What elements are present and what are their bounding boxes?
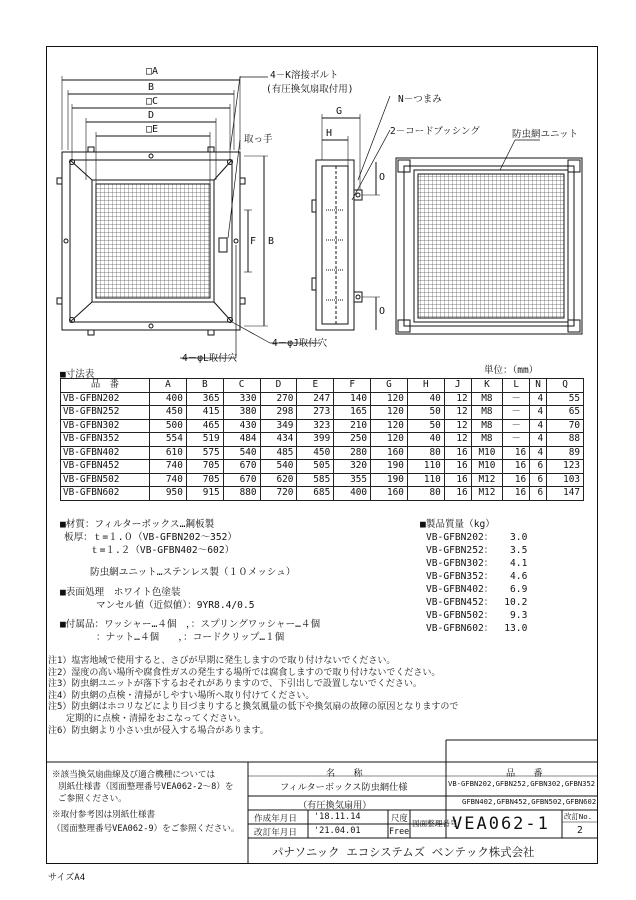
mass-model: VB-GFBN302： [426,558,494,569]
table-cell: － [503,419,530,433]
model-header: 品 番 [506,768,543,779]
table-cell: 685 [297,487,334,501]
table-cell: 485 [260,446,297,460]
table-cell: 16 [444,460,471,474]
table-cell: 430 [223,419,260,433]
table-cell: 505 [297,460,334,474]
dim-label-O-top: O [379,172,386,183]
table-cell: 400 [150,392,187,406]
mass-value: 3.0 [510,532,528,543]
mass-value: 6.9 [510,584,528,595]
table-cell: 190 [371,473,408,487]
table-cell: 12 [444,433,471,447]
table-cell: 16 [444,473,471,487]
note-line: 注1）塩害地域で使用すると、さびが早期に発生しますので取り付けないでください。 [48,656,396,666]
table-cell: 190 [371,460,408,474]
table-cell: 705 [186,460,223,474]
callout-handle: 取っ手 [244,134,273,145]
dim-label-H: H [326,128,333,139]
table-title: ■寸法表 [60,369,95,380]
mass-model: VB-GFBN502： [426,610,494,621]
callout-bushing: 2－コードブッシング [390,126,480,137]
table-cell: 250 [334,433,371,447]
table-cell-model: VB-GFBN452 [61,460,150,474]
table-cell: 280 [334,446,371,460]
table-cell: 16 [444,446,471,460]
table-cell: 110 [407,473,444,487]
mass-row [426,557,527,570]
table-cell: 120 [371,419,408,433]
table-header-cell: L [503,379,530,393]
table-header-cell: G [371,379,408,393]
ref-line-5: （図面整理番号VEA062-9）をご参照ください。 [52,824,240,834]
ref-line-2: 別紙仕様書（図面整理番号VEA062-2～8）を [58,782,234,792]
table-cell-model: VB-GFBN402 [61,446,150,460]
models-line-2: GFBN402,GFBN452,GFBN502,GFBN602 [462,797,597,806]
table-cell: 915 [186,487,223,501]
table-cell-model: VB-GFBN502 [61,473,150,487]
table-cell: 80 [407,487,444,501]
table-cell: 270 [260,392,297,406]
table-cell: 70 [547,419,584,433]
table-cell: 554 [150,433,187,447]
mass-title: ■製品質量（kg） [420,519,495,530]
revised-label: 改訂年月日 [254,828,297,838]
thickness-1: 板厚：ｔ=１.０（VB-GFBN202～352） [64,532,237,543]
table-cell-model: VB-GFBN602 [61,487,150,501]
table-cell: 6 [530,473,547,487]
table-cell: 500 [150,419,187,433]
table-header-cell: H [407,379,444,393]
table-cell: 89 [547,446,584,460]
table-cell: 6 [530,487,547,501]
mass-model: VB-GFBN252： [426,545,494,556]
table-cell: 670 [223,460,260,474]
note-line: 注6）防虫網より小さい虫が侵入する場合があります。 [48,725,269,736]
table-cell: 950 [150,487,187,501]
scale-label: 尺度 [391,813,408,823]
table-cell: 519 [186,433,223,447]
created-date: '18.11.14 [314,812,361,822]
name-line-1: フィルターボックス防虫網仕様 [280,782,408,793]
mass-value: 4.6 [510,571,528,582]
rev-number: 2 [577,825,583,836]
callout-k-bolt: 4－K溶接ボルト [270,70,339,81]
table-cell: 110 [407,460,444,474]
table-cell: 415 [186,406,223,420]
table-cell-model: VB-GFBN302 [61,419,150,433]
mass-row [426,596,527,609]
table-cell: 123 [547,460,584,474]
dim-label-F: F [250,236,257,247]
dim-label-D: D [148,110,155,121]
table-header-cell: A [150,379,187,393]
table-header-cell: N [530,379,547,393]
table-cell: 40 [407,433,444,447]
table-header-cell: K [471,379,503,393]
table-header-cell: J [444,379,471,393]
dim-label-B-vertical: B [268,236,275,247]
table-cell: M8 [471,419,503,433]
table-cell: 88 [547,433,584,447]
note-line: 注4）防虫網の点検・清掃がしやすい場所へ取り付けてください。 [48,690,315,701]
table-cell: 349 [260,419,297,433]
mass-model: VB-GFBN352： [426,571,494,582]
dim-label-C: □C [146,96,159,107]
dim-label-O-bottom: O [379,306,386,317]
table-cell: 450 [297,446,334,460]
table-cell: 320 [334,460,371,474]
table-cell: 380 [223,406,260,420]
callout-j-hole: 4－φJ取付穴 [272,338,328,349]
table-header-cell: Q [547,379,584,393]
callout-screen-unit: 防虫網ユニット [512,129,579,140]
table-row [61,460,584,474]
mass-value: 3.5 [510,545,528,556]
table-cell: 12 [444,419,471,433]
table-cell: 12 [444,406,471,420]
table-header-cell: C [223,379,260,393]
table-cell: 484 [223,433,260,447]
mass-model: VB-GFBN402： [426,584,494,595]
table-cell: 16 [503,487,530,501]
table-row [61,446,584,460]
table-cell: 4 [530,419,547,433]
table-cell: 740 [150,473,187,487]
table-row [61,392,584,406]
table-cell: 40 [407,392,444,406]
table-cell: M8 [471,433,503,447]
table-cell: M10 [471,446,503,460]
table-cell: 740 [150,460,187,474]
table-unit: 単位：（mm） [484,365,539,376]
name-line-2: （有圧換気扇用） [298,800,372,811]
table-cell: 120 [371,433,408,447]
callout-n-knob: N－つまみ [398,94,442,105]
table-cell: 55 [547,392,584,406]
table-cell: 247 [297,392,334,406]
screen-material: 防虫網ユニット…ステンレス製（１０メッシュ） [90,567,296,578]
table-cell: 160 [371,487,408,501]
table-cell: 80 [407,446,444,460]
table-cell: 147 [547,487,584,501]
company-name: パナソニック エコシステムズ ベンテック株式会社 [272,845,535,859]
table-cell: M12 [471,487,503,501]
mass-model: VB-GFBN452： [426,597,494,608]
front-mesh [96,184,210,298]
table-cell: 298 [260,406,297,420]
screen-unit-mesh [418,174,564,318]
table-cell: 434 [260,433,297,447]
table-cell: 273 [297,406,334,420]
table-cell: 16 [503,446,530,460]
table-cell: 12 [444,392,471,406]
dim-label-A: □A [146,66,159,77]
table-cell: 720 [260,487,297,501]
table-cell: 670 [223,473,260,487]
munsell-value: マンセル値（近似値）：9YR8.4/0.5 [96,600,255,611]
dimension-table [60,378,584,501]
mass-row [426,544,527,557]
table-cell: M8 [471,392,503,406]
table-row [61,473,584,487]
mass-row [426,570,527,583]
table-cell: 16 [503,460,530,474]
table-cell: 355 [334,473,371,487]
mass-value: 13.0 [504,623,528,634]
table-cell: 585 [297,473,334,487]
created-label: 作成年月日 [254,814,297,824]
mass-row [426,622,527,635]
table-cell: 610 [150,446,187,460]
table-cell: － [503,406,530,420]
table-row [61,406,584,420]
mass-value: 9.3 [510,610,528,621]
table-cell: M10 [471,460,503,474]
table-cell: 6 [530,460,547,474]
table-cell: 16 [444,487,471,501]
dim-label-E: □E [146,124,159,135]
drawing-number: VEA062-1 [452,814,550,834]
paper-size-label: サイズA4 [48,873,86,883]
scale-value: Free [389,826,410,836]
mass-model: VB-GFBN202： [426,532,494,543]
note-line: 注5）防虫網はホコリなどにより目づまりすると換気風量の低下や換気扇の故障の原因となりますので [48,702,459,713]
table-cell: 16 [503,473,530,487]
table-header-cell: B [186,379,223,393]
revised-date: '21.04.01 [314,826,361,836]
mass-row [426,609,527,622]
mass-row [426,531,527,544]
table-cell: 880 [223,487,260,501]
table-cell: 120 [371,406,408,420]
table-cell: 210 [334,419,371,433]
dim-label-G: G [336,106,343,117]
table-cell-model: VB-GFBN352 [61,433,150,447]
table-cell: 160 [371,446,408,460]
table-cell: 705 [186,473,223,487]
table-cell: 4 [530,433,547,447]
table-cell: 4 [530,406,547,420]
thickness-2: ｔ=１.２（VB-GFBN402～602） [90,545,235,556]
table-cell: 50 [407,419,444,433]
table-cell: 120 [371,392,408,406]
callout-l-hole: 4－φL取付穴 [182,353,238,364]
table-header-cell: D [260,379,297,393]
name-header: 名 称 [326,768,363,779]
note-line: 注2）湿度の高い場所や腐食性ガスの発生する場所では腐食しますので取り付けないでください。 [48,667,441,678]
callout-k-bolt-sub: (有圧換気扇取付用) [266,84,354,95]
mass-list [426,531,527,635]
table-cell: 399 [297,433,334,447]
table-cell: M12 [471,473,503,487]
table-header-model: 品 番 [61,379,150,393]
drawing-no-label: 図面整理番号 [412,819,458,828]
table-cell-model: VB-GFBN252 [61,406,150,420]
table-header-cell: F [334,379,371,393]
finish-title: ■表面処理 ホワイト色塗装 [60,587,181,598]
table-cell: 575 [186,446,223,460]
table-cell: 165 [334,406,371,420]
table-cell: 620 [260,473,297,487]
table-cell: 65 [547,406,584,420]
table-row [61,487,584,501]
table-cell: M8 [471,406,503,420]
ref-line-1: ※該当換気扇曲線及び適合機種については [52,770,216,780]
table-cell: 450 [150,406,187,420]
notes-list [48,656,458,737]
material-title: ■材質：フィルターボックス…鋼板製 [60,519,215,530]
models-line-1: VB-GFBN202,GFBN252,GFBN302,GFBN352 [448,779,596,788]
note-line: 定期的に点検・清掃をおこなってください。 [48,713,247,724]
mass-model: VB-GFBN602： [426,623,494,634]
table-cell: 4 [530,446,547,460]
ref-line-3: ご参照ください。 [58,794,127,804]
table-cell: 330 [223,392,260,406]
table-cell: 103 [547,473,584,487]
mass-value: 4.1 [510,558,528,569]
accessories-1: ■付属品：ワッシャー…４個 ，：スプリングワッシャー…４個 [60,619,321,630]
mass-value: 10.2 [504,597,528,608]
table-cell: 323 [297,419,334,433]
table-cell-model: VB-GFBN202 [61,392,150,406]
table-cell: 140 [334,392,371,406]
rev-label: 改訂No. [564,812,593,821]
table-cell: 365 [186,392,223,406]
table-cell: 540 [223,446,260,460]
ref-line-4: ※取付参考図は別紙仕様書 [52,810,156,820]
table-row [61,419,584,433]
table-header-row [61,379,584,393]
table-cell: 540 [260,460,297,474]
table-cell: 4 [530,392,547,406]
table-row [61,433,584,447]
table-cell: 400 [334,487,371,501]
table-cell: － [503,392,530,406]
note-line: 注3）防虫網ユニットが落下するおそれがありますので、下引出しで設置しないでください。 [48,679,422,690]
table-cell: 465 [186,419,223,433]
mass-row [426,583,527,596]
accessories-2: ：ナット…４個 ，：コードクリップ…１個 [96,632,285,643]
table-cell: 50 [407,406,444,420]
table-header-cell: E [297,379,334,393]
dim-label-B: B [148,82,155,93]
table-cell: － [503,433,530,447]
